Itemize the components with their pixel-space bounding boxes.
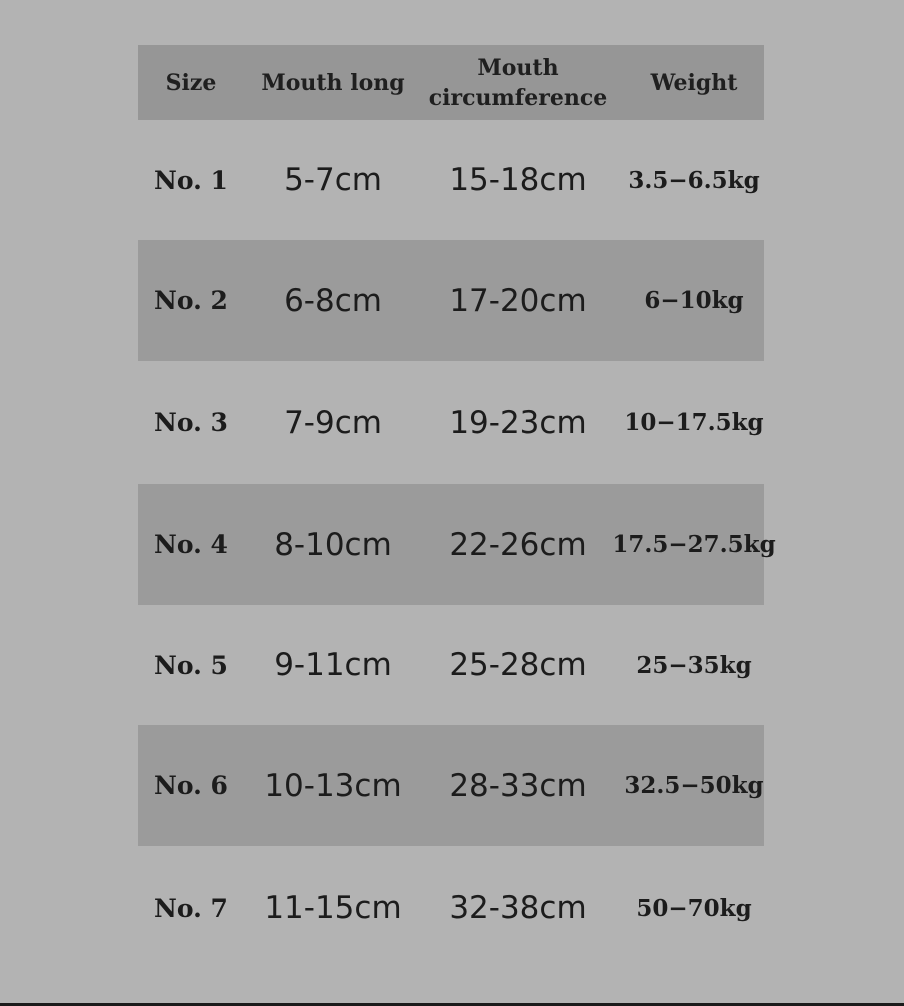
size-cell: No. 5 — [154, 650, 228, 680]
header-mouth-long: Mouth long — [261, 69, 405, 96]
table-row — [138, 120, 764, 240]
mouth-long-cell: 10-13cm — [264, 767, 402, 804]
weight-cell: 10−17.5kg — [624, 409, 764, 436]
weight-cell: 3.5−6.5kg — [628, 166, 760, 194]
weight-cell: 6−10kg — [644, 287, 744, 314]
circumference-cell: 32-38cm — [449, 890, 587, 926]
table-row — [138, 240, 764, 361]
header-mouth-circumference: Mouth circumference — [428, 54, 608, 111]
weight-cell: 17.5−27.5kg — [612, 531, 776, 558]
weight-cell: 25−35kg — [636, 651, 752, 679]
mouth-long-cell: 5-7cm — [284, 162, 382, 198]
header-weight: Weight — [650, 69, 738, 96]
table-row — [138, 484, 776, 605]
table-header — [138, 45, 764, 120]
table-row — [138, 846, 764, 970]
weight-cell: 32.5−50kg — [624, 772, 764, 799]
size-cell: No. 6 — [154, 771, 228, 800]
weight-cell: 50−70kg — [636, 894, 752, 922]
size-cell: No. 2 — [154, 286, 228, 315]
mouth-long-cell: 11-15cm — [264, 890, 402, 926]
mouth-long-cell: 8-10cm — [274, 526, 392, 563]
circumference-cell: 25-28cm — [449, 647, 587, 683]
circumference-cell: 28-33cm — [449, 767, 587, 804]
circumference-cell: 17-20cm — [449, 282, 587, 319]
circumference-cell: 15-18cm — [449, 162, 587, 198]
mouth-long-cell: 7-9cm — [284, 404, 382, 441]
size-cell: No. 7 — [154, 893, 228, 923]
size-cell: No. 4 — [154, 530, 228, 559]
header-size: Size — [165, 69, 217, 96]
circumference-cell: 19-23cm — [449, 404, 587, 441]
table-row — [138, 725, 764, 846]
table-body — [138, 120, 776, 970]
mouth-long-cell: 6-8cm — [284, 282, 382, 319]
mouth-long-cell: 9-11cm — [274, 647, 392, 683]
circumference-cell: 22-26cm — [449, 526, 587, 563]
size-chart-table — [138, 45, 776, 970]
size-cell: No. 1 — [154, 165, 228, 195]
table-row — [138, 361, 764, 484]
size-cell: No. 3 — [154, 408, 228, 437]
table-row — [138, 605, 764, 725]
